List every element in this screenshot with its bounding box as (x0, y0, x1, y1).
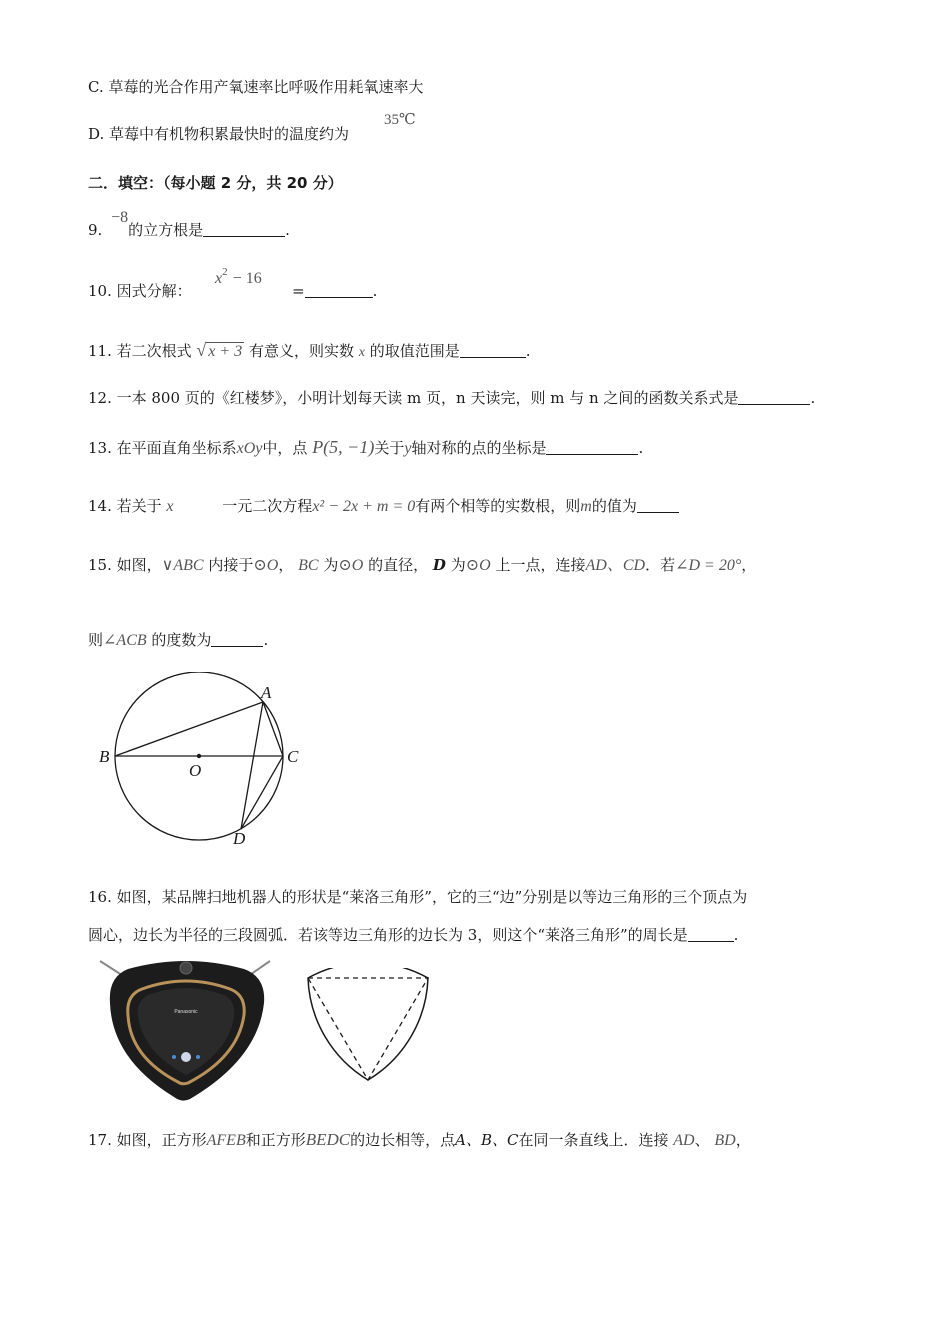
q15-e: 的直径， (368, 556, 429, 574)
q13-blank (546, 440, 638, 455)
q10-expression (215, 266, 262, 288)
q15-d: 为 (323, 556, 339, 574)
robot-indicator-right (196, 1055, 200, 1059)
q15-end: . (263, 631, 269, 649)
q15-g: 上一点，连接 (495, 556, 586, 574)
q13-point: P(5, −1) (312, 437, 375, 457)
q17-ad: AD (673, 1132, 695, 1149)
fig15-line-ac (263, 702, 283, 756)
q15-a: 15. 如图， (88, 556, 162, 574)
question-16-line2 (88, 925, 738, 945)
fig15-label-c: C (287, 747, 299, 766)
q17-end: ， (735, 1131, 751, 1149)
question-13 (88, 437, 643, 459)
option-c: C. 草莓的光合作用产氧速率比呼吸作用耗氧速率大 (88, 78, 424, 96)
q17-suffix2: 在同一条直线上．连接 (518, 1131, 669, 1149)
q15-triangle: ∨ABC (161, 557, 204, 574)
q10-eq: = (292, 282, 305, 300)
question-10 (88, 281, 192, 301)
q15-circle-2: ⊙O (338, 557, 364, 574)
q17-points: A、B、C (455, 1131, 519, 1149)
q14-x: x (166, 498, 174, 515)
q17-square1: AFEB (206, 1132, 246, 1149)
q16-end: . (733, 926, 739, 944)
q17-bd: BD (714, 1132, 736, 1149)
q15-circle-figure (95, 672, 310, 852)
robot-vacuum-image (98, 955, 273, 1105)
q14-suffix: 有两个相等的实数根，则 (415, 497, 581, 515)
q15-h: ．若 (645, 556, 676, 574)
fig15-label-o: O (189, 761, 202, 780)
q13-prefix: 13. 在平面直角坐标系 (88, 439, 237, 457)
q9-number: 9. (88, 221, 103, 239)
q14-blank (637, 498, 679, 513)
q13-mid: 中，点 (262, 439, 308, 457)
question-17 (88, 1130, 751, 1151)
option-d-temp: 35℃ (384, 112, 416, 128)
q16-line2-text: 圆心，边长为半径的三段圆弧．若该等边三角形的边长为 3，则这个“莱洛三角形”的周长是 (88, 926, 688, 944)
q14-prefix: 14. 若关于 (88, 497, 162, 515)
q11-var: x (358, 345, 365, 360)
q15-acb: ∠ACB (103, 632, 147, 649)
question-14 (88, 496, 679, 517)
q15-point-d: D (432, 556, 446, 574)
q13-coord: xOy (236, 440, 263, 457)
q17-mid: 和正方形 (245, 1131, 306, 1149)
q10-text: 因式分解： (116, 282, 192, 300)
reuleaux-triangle-figure (300, 968, 435, 1086)
q14-m: m (580, 498, 592, 515)
q10-number: 10. (88, 282, 112, 300)
q12-blank (738, 390, 810, 405)
q15-angle: ∠D = 20° (675, 557, 742, 574)
robot-indicator-left (172, 1055, 176, 1059)
q11-prefix: 11. 若二次根式 (88, 342, 192, 360)
reuleaux-arcs (308, 968, 428, 1080)
q11-blank (460, 343, 526, 358)
q15-adcd: AD、CD (585, 557, 646, 574)
q15-bc: BC (298, 557, 319, 574)
question-15-line2 (88, 630, 268, 651)
q12-text: 12. 一本 800 页的《红楼梦》，小明计划每天读 m 页，n 天读完，则 m 与 n 之间的函数关系式是 (88, 389, 739, 407)
q9-blank (203, 222, 285, 237)
q11-radical: √ x + 3 (196, 340, 243, 360)
q15-b: 内接于 (208, 556, 254, 574)
fig15-label-a: A (261, 683, 272, 702)
q15-c: ， (278, 556, 294, 574)
q10-exp: 2 (222, 266, 228, 278)
fig15-line-ba (115, 702, 263, 756)
q14-equation: x² − 2x + m = 0 (312, 498, 416, 515)
q15-circle-1: ⊙O (253, 557, 279, 574)
q9-math: −8 (111, 209, 129, 226)
q15-line2-a: 则 (88, 631, 104, 649)
robot-button (181, 1052, 191, 1062)
q17-prefix: 17. 如图，正方形 (88, 1131, 207, 1149)
q9-text: 的立方根是 (128, 221, 204, 239)
reuleaux-inner-triangle (308, 978, 428, 1080)
robot-sensor (180, 962, 192, 974)
q13-suffix1: 关于 (374, 439, 405, 457)
q10-rest: − 16 (232, 270, 262, 287)
q13-y: y (404, 440, 412, 457)
q15-i: ， (741, 556, 757, 574)
q10-x: x (215, 270, 223, 287)
q9-end: . (285, 221, 290, 239)
q16-blank (688, 927, 734, 942)
q11-radicand: x + 3 (208, 343, 243, 360)
q13-end: . (638, 439, 644, 457)
q15-line2-b: 的度数为 (151, 631, 212, 649)
fig15-label-d: D (233, 829, 246, 848)
q14-mid: 一元二次方程 (222, 497, 313, 515)
option-d (88, 124, 349, 144)
q11-end: . (525, 342, 531, 360)
question-15-line1 (88, 555, 756, 576)
q17-suffix: 的边长相等，点 (350, 1131, 456, 1149)
q15-f: 为 (450, 556, 466, 574)
q10-end: . (372, 282, 378, 300)
q14-suffix2: 的值为 (591, 497, 637, 515)
question-9 (88, 209, 290, 241)
q17-square2: BEDC (305, 1130, 351, 1149)
option-d-text: D. 草莓中有机物积累最快时的温度约为 (88, 125, 350, 143)
q17-sep: 、 (694, 1131, 710, 1149)
q10-answer (292, 281, 377, 301)
q11-suffix: 的取值范围是 (369, 342, 460, 360)
robot-brand-logo: Panasonic (174, 1009, 198, 1015)
q13-suffix2: 轴对称的点的坐标是 (411, 439, 547, 457)
q10-blank (305, 283, 373, 298)
fig15-center-dot (197, 754, 201, 758)
question-12 (88, 388, 815, 408)
question-16-line1: 16. 如图，某品牌扫地机器人的形状是“莱洛三角形”，它的三“边”分别是以等边三角形的三个顶点为 (88, 888, 748, 906)
q15-blank (211, 632, 263, 647)
q11-mid: 有意义，则实数 (248, 342, 354, 360)
q12-end: . (810, 389, 816, 407)
section-heading: 二．填空：（每小题 2 分，共 20 分） (88, 174, 343, 192)
question-11 (88, 340, 531, 363)
q15-circle-3: ⊙O (465, 557, 491, 574)
fig15-label-b: B (99, 747, 110, 766)
